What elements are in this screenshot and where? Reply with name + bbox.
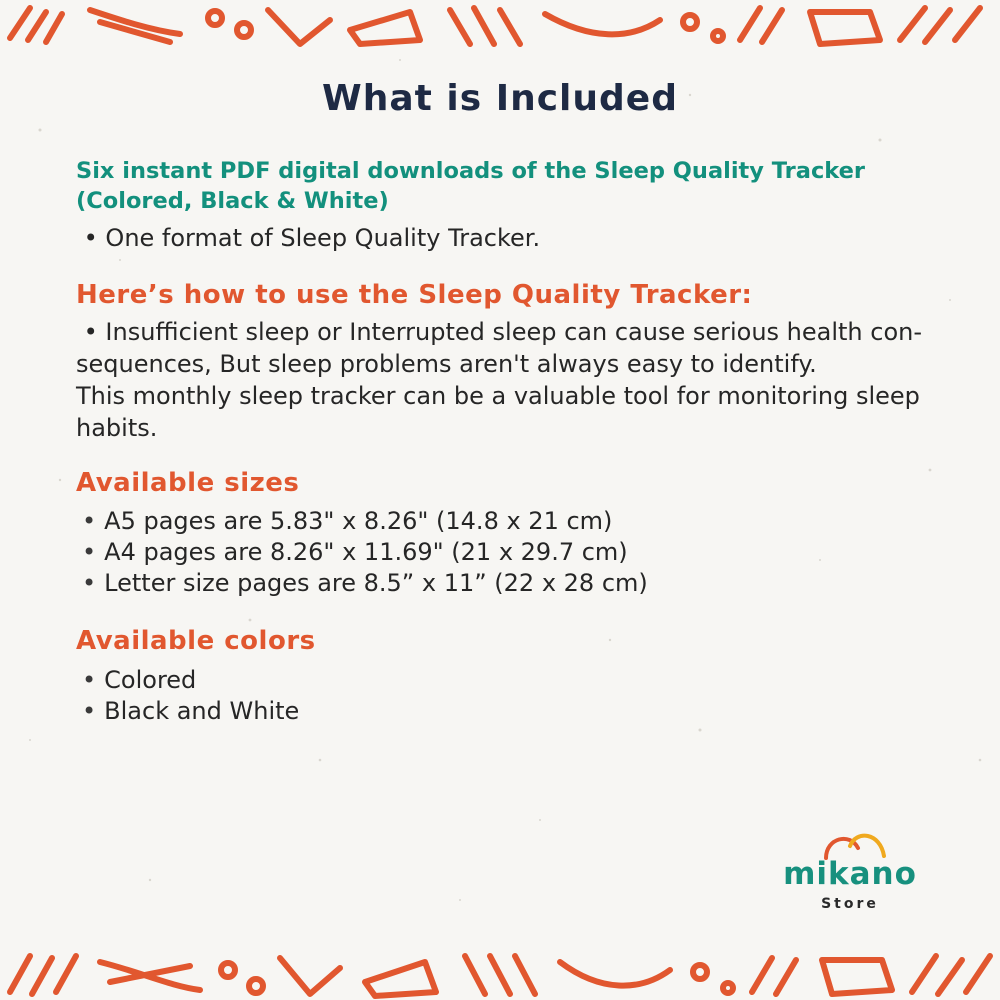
logo-arches-icon — [820, 826, 890, 860]
how-to-line-1 — [76, 316, 936, 348]
colors-list — [76, 665, 936, 727]
colors-heading: Available colors — [76, 626, 316, 656]
color-item-bw: • Black and White — [76, 696, 936, 727]
how-to-line-3: This monthly sleep tracker can be a valuable tool for monitoring sleep — [76, 382, 920, 410]
how-to-line-1-text: Insufficient sleep or Interrupted sleep can cause serious health con- — [105, 318, 923, 346]
how-to-heading: Here’s how to use the Sleep Quality Tracker: — [76, 280, 753, 310]
lead-line-2: (Colored, Black & White) — [76, 188, 389, 214]
format-note — [76, 222, 936, 254]
size-item-letter: • Letter size pages are 8.5” x 11” (22 x 28 cm) — [76, 568, 936, 599]
mikano-store-logo — [772, 826, 932, 918]
sizes-heading: Available sizes — [76, 468, 300, 498]
page-title: What is Included — [322, 78, 678, 119]
bottom-pattern-border — [0, 942, 1000, 1000]
lead-line-1: Six instant PDF digital downloads of the Sleep Quality Tracker — [76, 158, 866, 184]
logo-subtitle: Store — [821, 896, 879, 912]
logo-wordmark: mikano — [783, 856, 917, 892]
color-item-colored: • Colored — [76, 665, 936, 696]
how-to-line-4: habits. — [76, 414, 158, 442]
lead-text — [76, 156, 936, 216]
how-to-line-2: sequences, But sleep problems aren't always easy to identify. — [76, 350, 817, 378]
sizes-list — [76, 506, 936, 599]
how-to-body — [76, 316, 936, 444]
format-note-text: One format of Sleep Quality Tracker. — [105, 224, 541, 252]
size-item-a4: • A4 pages are 8.26" x 11.69" (21 x 29.7 cm) — [76, 537, 936, 568]
bullet: • — [76, 318, 106, 346]
top-pattern-border — [0, 0, 1000, 52]
size-item-a5: • A5 pages are 5.83" x 8.26" (14.8 x 21 cm) — [76, 506, 936, 537]
bullet: • — [76, 224, 106, 252]
